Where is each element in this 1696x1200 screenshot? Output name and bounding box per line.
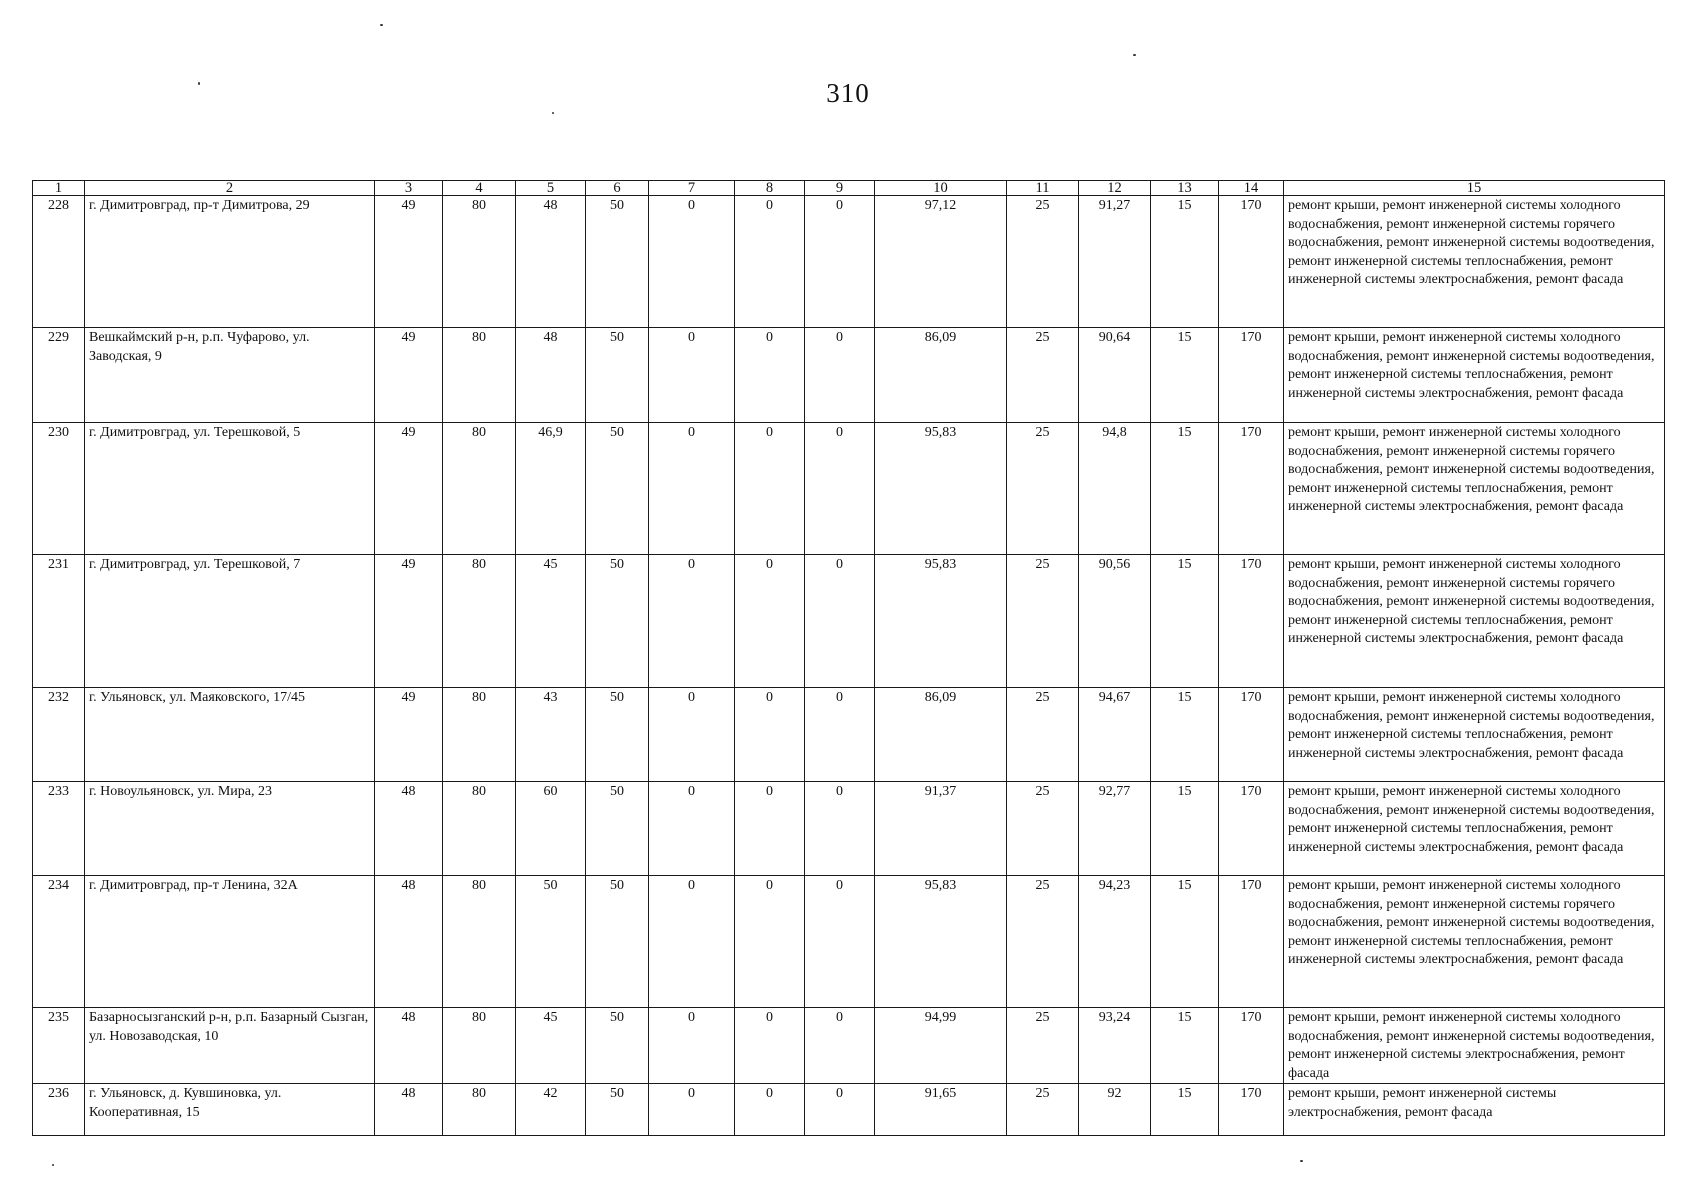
- work-types-cell: ремонт крыши, ремонт инженерной системы холодного водоснабжения, ремонт инженерной системы водоотведения, ремонт инженерной системы теплоснабжения, ремонт инженерной системы электроснабжения, ремонт фасада: [1284, 328, 1665, 423]
- value-col-11-cell: 25: [1007, 423, 1079, 555]
- value-col-5-cell: 48: [516, 196, 586, 328]
- row-number-cell: 236: [33, 1084, 85, 1136]
- work-types-cell: ремонт крыши, ремонт инженерной системы холодного водоснабжения, ремонт инженерной системы горячего водоснабжения, ремонт инженерной системы водоотведения, ремонт инженерной системы теплоснабжения, ремонт инженерной системы электроснабжения, ремонт фасада: [1284, 555, 1665, 688]
- value-col-10-cell: 95,83: [875, 423, 1007, 555]
- row-number-cell: 230: [33, 423, 85, 555]
- address-cell: Базарносызганский р-н, р.п. Базарный Сызган, ул. Новозаводская, 10: [85, 1008, 375, 1084]
- value-col-6-cell: 50: [586, 555, 649, 688]
- value-col-4-cell: 80: [443, 423, 516, 555]
- value-col-3-cell: 48: [375, 782, 443, 876]
- value-col-6-cell: 50: [586, 328, 649, 423]
- value-col-12-cell: 90,64: [1079, 328, 1151, 423]
- repair-program-table: [32, 180, 1665, 1136]
- row-number-cell: 231: [33, 555, 85, 688]
- value-col-6-cell: 50: [586, 1008, 649, 1084]
- table-row: [33, 328, 1665, 423]
- scan-speck: [1133, 54, 1136, 56]
- value-col-6-cell: 50: [586, 876, 649, 1008]
- value-col-14-cell: 170: [1219, 1084, 1284, 1136]
- value-col-10-cell: 97,12: [875, 196, 1007, 328]
- column-number-header: 6: [586, 181, 649, 196]
- column-number-header: 5: [516, 181, 586, 196]
- address-cell: г. Димитровград, пр-т Ленина, 32А: [85, 876, 375, 1008]
- value-col-9-cell: 0: [805, 1008, 875, 1084]
- value-col-9-cell: 0: [805, 688, 875, 782]
- value-col-7-cell: 0: [649, 876, 735, 1008]
- value-col-11-cell: 25: [1007, 1084, 1079, 1136]
- value-col-14-cell: 170: [1219, 423, 1284, 555]
- value-col-10-cell: 94,99: [875, 1008, 1007, 1084]
- value-col-6-cell: 50: [586, 688, 649, 782]
- value-col-5-cell: 46,9: [516, 423, 586, 555]
- table-row: [33, 1084, 1665, 1136]
- table-row: [33, 876, 1665, 1008]
- work-types-cell: ремонт крыши, ремонт инженерной системы холодного водоснабжения, ремонт инженерной системы водоотведения, ремонт инженерной системы электроснабжения, ремонт фасада: [1284, 1008, 1665, 1084]
- column-number-header: 11: [1007, 181, 1079, 196]
- value-col-4-cell: 80: [443, 1084, 516, 1136]
- value-col-8-cell: 0: [735, 1008, 805, 1084]
- value-col-13-cell: 15: [1151, 423, 1219, 555]
- scan-speck: [1300, 1160, 1303, 1162]
- value-col-8-cell: 0: [735, 423, 805, 555]
- column-number-header: 14: [1219, 181, 1284, 196]
- value-col-4-cell: 80: [443, 876, 516, 1008]
- value-col-13-cell: 15: [1151, 196, 1219, 328]
- value-col-8-cell: 0: [735, 1084, 805, 1136]
- value-col-8-cell: 0: [735, 782, 805, 876]
- scan-speck: [552, 112, 554, 114]
- value-col-7-cell: 0: [649, 423, 735, 555]
- value-col-12-cell: 92,77: [1079, 782, 1151, 876]
- value-col-10-cell: 95,83: [875, 555, 1007, 688]
- value-col-10-cell: 86,09: [875, 688, 1007, 782]
- address-cell: г. Новоульяновск, ул. Мира, 23: [85, 782, 375, 876]
- value-col-14-cell: 170: [1219, 782, 1284, 876]
- row-number-cell: 232: [33, 688, 85, 782]
- value-col-10-cell: 91,37: [875, 782, 1007, 876]
- value-col-7-cell: 0: [649, 555, 735, 688]
- value-col-4-cell: 80: [443, 688, 516, 782]
- value-col-14-cell: 170: [1219, 328, 1284, 423]
- column-number-header: 3: [375, 181, 443, 196]
- column-number-header: 15: [1284, 181, 1665, 196]
- value-col-9-cell: 0: [805, 876, 875, 1008]
- value-col-8-cell: 0: [735, 688, 805, 782]
- value-col-3-cell: 48: [375, 1084, 443, 1136]
- work-types-cell: ремонт крыши, ремонт инженерной системы холодного водоснабжения, ремонт инженерной системы горячего водоснабжения, ремонт инженерной системы водоотведения, ремонт инженерной системы теплоснабжения, ремонт инженерной системы электроснабжения, ремонт фасада: [1284, 196, 1665, 328]
- value-col-13-cell: 15: [1151, 1008, 1219, 1084]
- value-col-5-cell: 45: [516, 1008, 586, 1084]
- value-col-12-cell: 94,8: [1079, 423, 1151, 555]
- value-col-12-cell: 94,67: [1079, 688, 1151, 782]
- value-col-4-cell: 80: [443, 555, 516, 688]
- value-col-10-cell: 91,65: [875, 1084, 1007, 1136]
- value-col-9-cell: 0: [805, 196, 875, 328]
- value-col-9-cell: 0: [805, 1084, 875, 1136]
- value-col-13-cell: 15: [1151, 688, 1219, 782]
- value-col-11-cell: 25: [1007, 876, 1079, 1008]
- column-number-header: 9: [805, 181, 875, 196]
- value-col-9-cell: 0: [805, 328, 875, 423]
- value-col-3-cell: 49: [375, 328, 443, 423]
- column-number-header: 12: [1079, 181, 1151, 196]
- value-col-11-cell: 25: [1007, 782, 1079, 876]
- table-row: [33, 196, 1665, 328]
- value-col-8-cell: 0: [735, 328, 805, 423]
- row-number-cell: 234: [33, 876, 85, 1008]
- value-col-12-cell: 90,56: [1079, 555, 1151, 688]
- scan-speck: [52, 1164, 54, 1166]
- value-col-8-cell: 0: [735, 876, 805, 1008]
- page-number: 310: [826, 78, 870, 108]
- scan-speck: [198, 82, 200, 85]
- value-col-5-cell: 60: [516, 782, 586, 876]
- value-col-6-cell: 50: [586, 1084, 649, 1136]
- work-types-cell: ремонт крыши, ремонт инженерной системы электроснабжения, ремонт фасада: [1284, 1084, 1665, 1136]
- value-col-12-cell: 92: [1079, 1084, 1151, 1136]
- row-number-cell: 235: [33, 1008, 85, 1084]
- value-col-3-cell: 48: [375, 1008, 443, 1084]
- value-col-5-cell: 45: [516, 555, 586, 688]
- value-col-11-cell: 25: [1007, 688, 1079, 782]
- row-number-cell: 228: [33, 196, 85, 328]
- value-col-6-cell: 50: [586, 196, 649, 328]
- table-row: [33, 688, 1665, 782]
- work-types-cell: ремонт крыши, ремонт инженерной системы холодного водоснабжения, ремонт инженерной системы горячего водоснабжения, ремонт инженерной системы водоотведения, ремонт инженерной системы теплоснабжения, ремонт инженерной системы электроснабжения, ремонт фасада: [1284, 876, 1665, 1008]
- value-col-7-cell: 0: [649, 1008, 735, 1084]
- value-col-7-cell: 0: [649, 782, 735, 876]
- value-col-9-cell: 0: [805, 555, 875, 688]
- value-col-11-cell: 25: [1007, 1008, 1079, 1084]
- address-cell: г. Димитровград, ул. Терешковой, 5: [85, 423, 375, 555]
- column-number-header: 7: [649, 181, 735, 196]
- value-col-7-cell: 0: [649, 688, 735, 782]
- value-col-14-cell: 170: [1219, 555, 1284, 688]
- value-col-4-cell: 80: [443, 782, 516, 876]
- value-col-4-cell: 80: [443, 1008, 516, 1084]
- table-row: [33, 1008, 1665, 1084]
- value-col-3-cell: 49: [375, 555, 443, 688]
- scan-speck: [380, 24, 383, 26]
- value-col-5-cell: 42: [516, 1084, 586, 1136]
- work-types-cell: ремонт крыши, ремонт инженерной системы холодного водоснабжения, ремонт инженерной системы водоотведения, ремонт инженерной системы теплоснабжения, ремонт инженерной системы электроснабжения, ремонт фасада: [1284, 782, 1665, 876]
- value-col-12-cell: 91,27: [1079, 196, 1151, 328]
- table-row: [33, 782, 1665, 876]
- value-col-10-cell: 95,83: [875, 876, 1007, 1008]
- value-col-3-cell: 49: [375, 423, 443, 555]
- value-col-14-cell: 170: [1219, 196, 1284, 328]
- value-col-14-cell: 170: [1219, 1008, 1284, 1084]
- value-col-4-cell: 80: [443, 196, 516, 328]
- column-number-header: 2: [85, 181, 375, 196]
- value-col-6-cell: 50: [586, 423, 649, 555]
- value-col-13-cell: 15: [1151, 1084, 1219, 1136]
- value-col-8-cell: 0: [735, 196, 805, 328]
- value-col-11-cell: 25: [1007, 555, 1079, 688]
- column-number-header: 8: [735, 181, 805, 196]
- value-col-14-cell: 170: [1219, 688, 1284, 782]
- value-col-7-cell: 0: [649, 1084, 735, 1136]
- row-number-cell: 229: [33, 328, 85, 423]
- table-row: [33, 555, 1665, 688]
- value-col-5-cell: 43: [516, 688, 586, 782]
- value-col-11-cell: 25: [1007, 196, 1079, 328]
- value-col-6-cell: 50: [586, 782, 649, 876]
- value-col-3-cell: 49: [375, 688, 443, 782]
- column-number-header: 4: [443, 181, 516, 196]
- value-col-11-cell: 25: [1007, 328, 1079, 423]
- column-number-header: 1: [33, 181, 85, 196]
- table-row: [33, 423, 1665, 555]
- value-col-13-cell: 15: [1151, 876, 1219, 1008]
- address-cell: г. Ульяновск, д. Кувшиновка, ул. Кооперативная, 15: [85, 1084, 375, 1136]
- value-col-13-cell: 15: [1151, 328, 1219, 423]
- table-body: [33, 196, 1665, 1136]
- column-number-header: 13: [1151, 181, 1219, 196]
- value-col-14-cell: 170: [1219, 876, 1284, 1008]
- value-col-3-cell: 48: [375, 876, 443, 1008]
- address-cell: г. Димитровград, пр-т Димитрова, 29: [85, 196, 375, 328]
- value-col-10-cell: 86,09: [875, 328, 1007, 423]
- address-cell: г. Ульяновск, ул. Маяковского, 17/45: [85, 688, 375, 782]
- work-types-cell: ремонт крыши, ремонт инженерной системы холодного водоснабжения, ремонт инженерной системы водоотведения, ремонт инженерной системы теплоснабжения, ремонт инженерной системы электроснабжения, ремонт фасада: [1284, 688, 1665, 782]
- value-col-8-cell: 0: [735, 555, 805, 688]
- work-types-cell: ремонт крыши, ремонт инженерной системы холодного водоснабжения, ремонт инженерной системы горячего водоснабжения, ремонт инженерной системы водоотведения, ремонт инженерной системы теплоснабжения, ремонт инженерной системы электроснабжения, ремонт фасада: [1284, 423, 1665, 555]
- column-number-header-row: [33, 181, 1665, 196]
- value-col-13-cell: 15: [1151, 555, 1219, 688]
- address-cell: г. Димитровград, ул. Терешковой, 7: [85, 555, 375, 688]
- value-col-9-cell: 0: [805, 423, 875, 555]
- row-number-cell: 233: [33, 782, 85, 876]
- value-col-9-cell: 0: [805, 782, 875, 876]
- value-col-3-cell: 49: [375, 196, 443, 328]
- value-col-13-cell: 15: [1151, 782, 1219, 876]
- value-col-7-cell: 0: [649, 328, 735, 423]
- value-col-12-cell: 94,23: [1079, 876, 1151, 1008]
- value-col-5-cell: 48: [516, 328, 586, 423]
- value-col-4-cell: 80: [443, 328, 516, 423]
- address-cell: Вешкаймский р-н, р.п. Чуфарово, ул. Заводская, 9: [85, 328, 375, 423]
- value-col-7-cell: 0: [649, 196, 735, 328]
- column-number-header: 10: [875, 181, 1007, 196]
- value-col-5-cell: 50: [516, 876, 586, 1008]
- value-col-12-cell: 93,24: [1079, 1008, 1151, 1084]
